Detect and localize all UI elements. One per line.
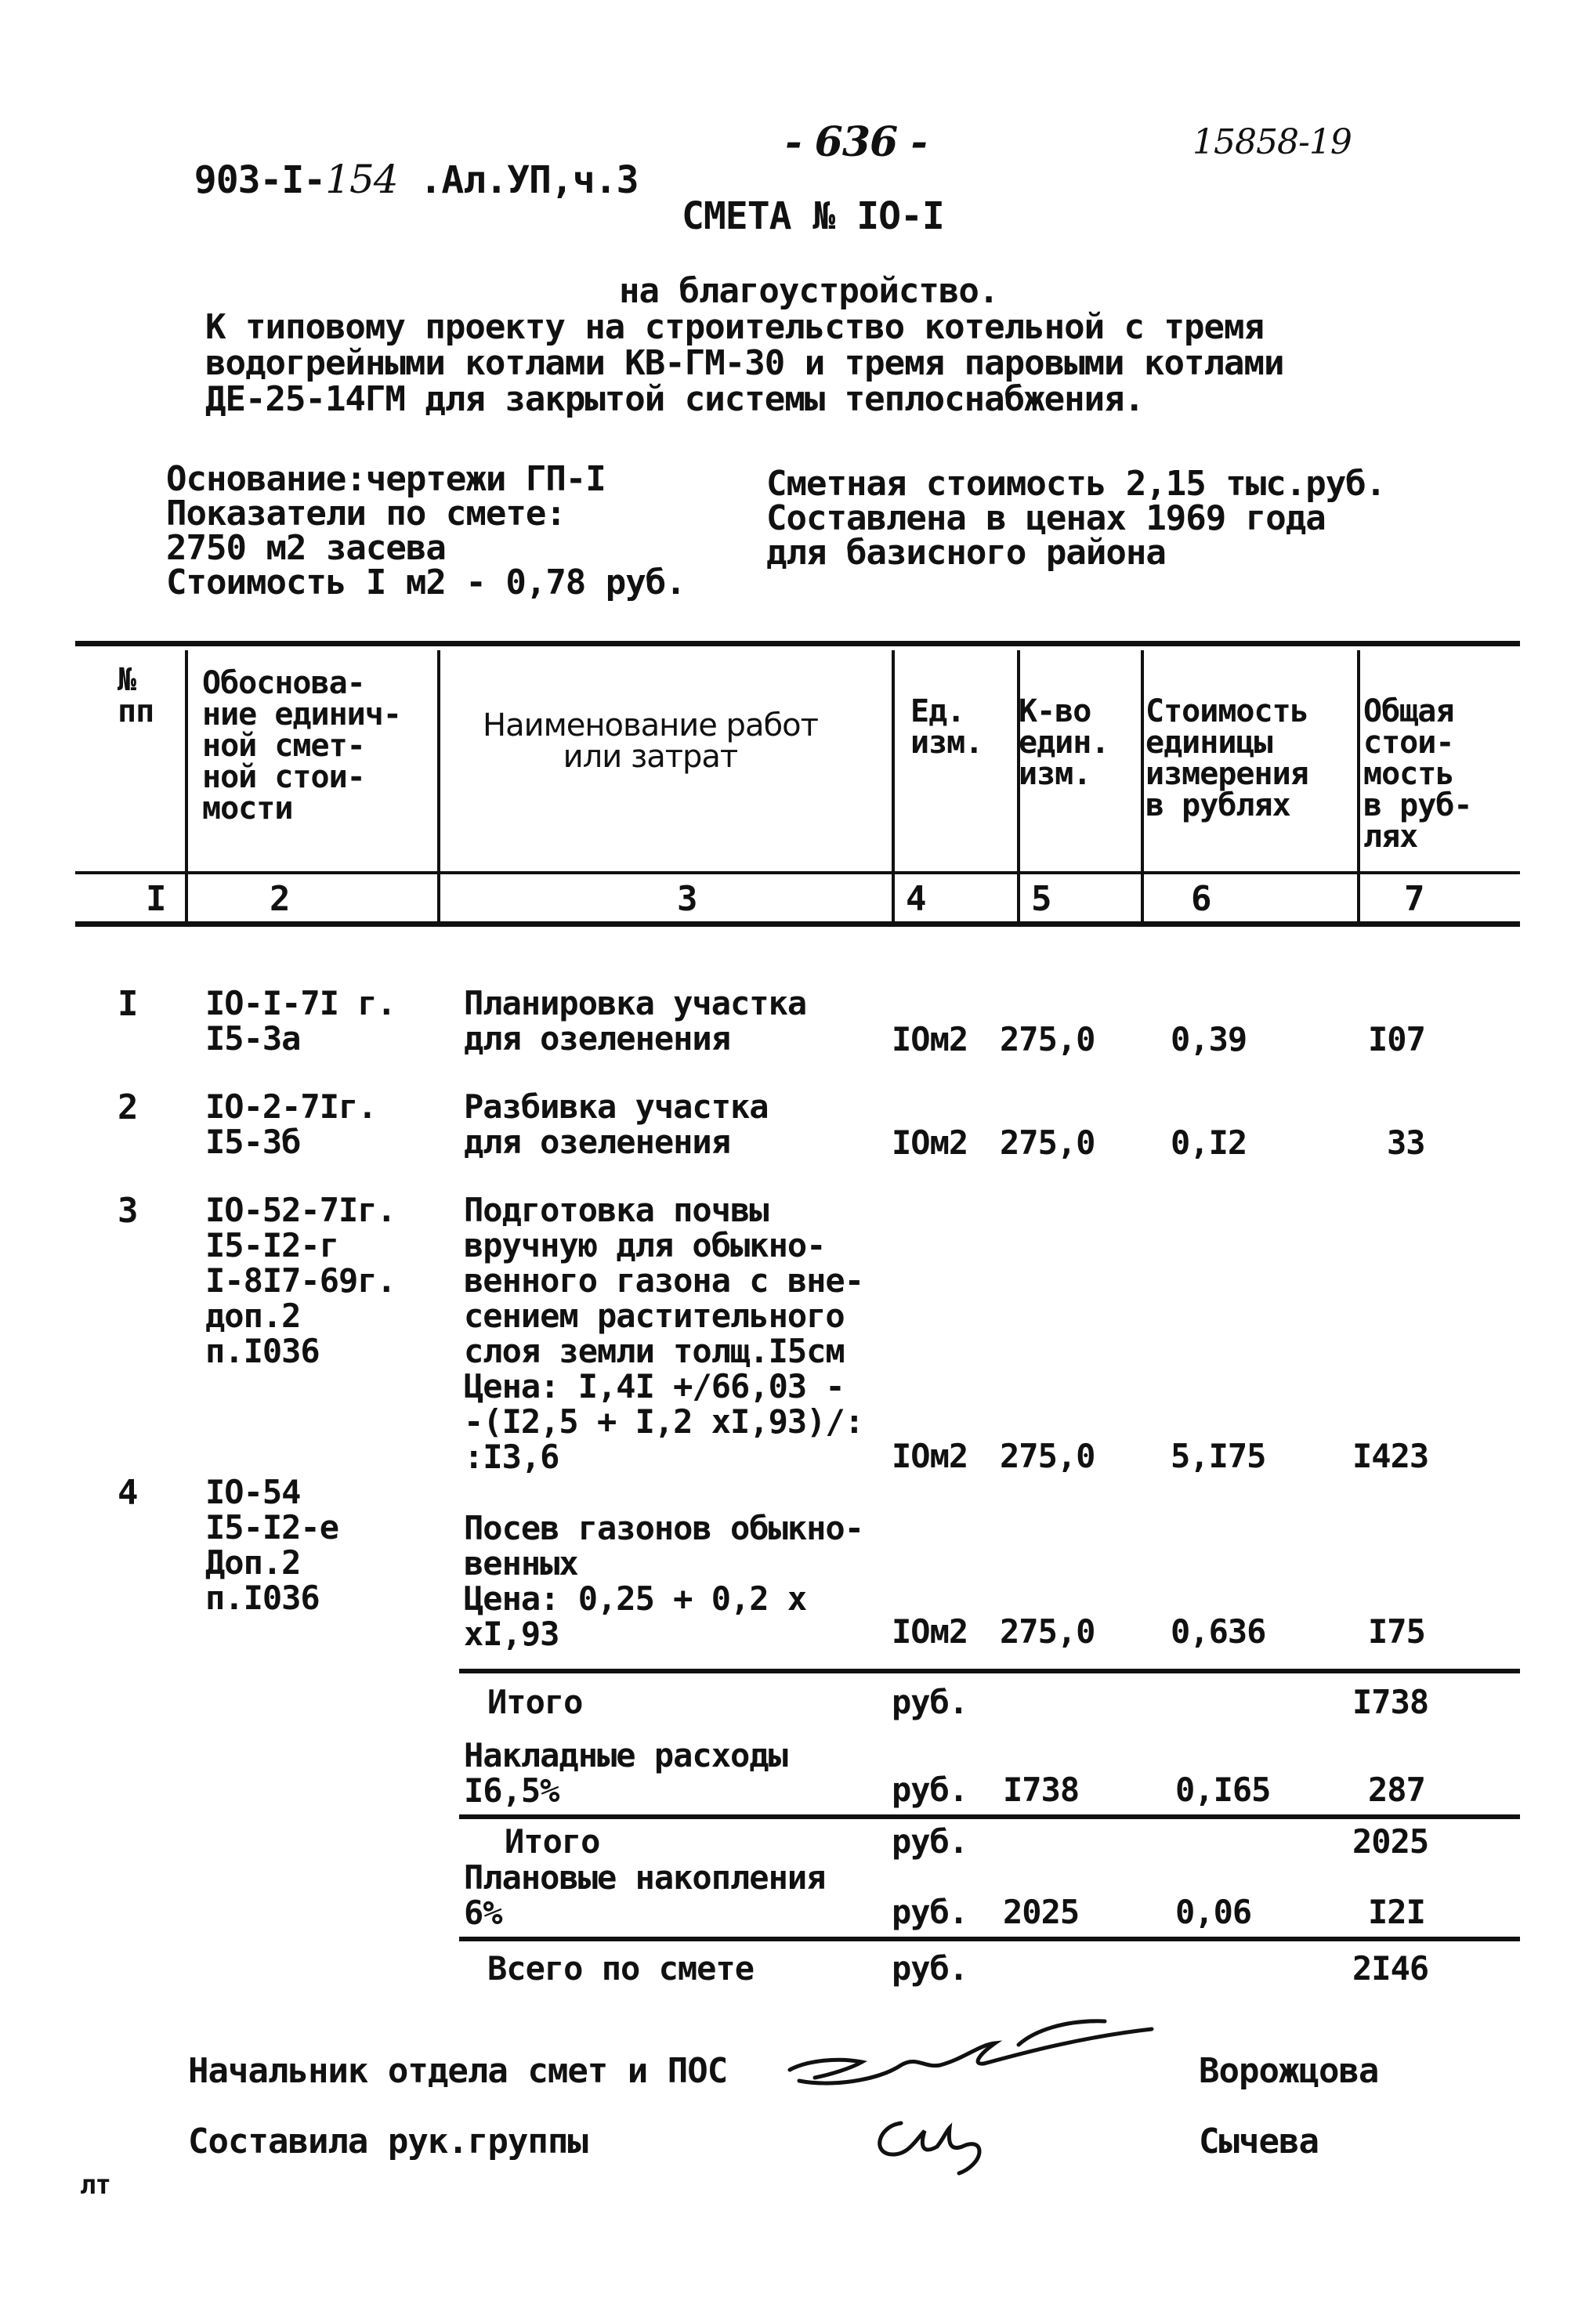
summary-savings-base: 2025 xyxy=(1003,1893,1080,1931)
table-row-2-quantity: 275,0 xyxy=(1000,1123,1095,1162)
summary-overhead-unit: руб. xyxy=(892,1771,968,1809)
document-code-prefix: 903-I- xyxy=(194,158,326,202)
summary-subtotal-1-label: Итого xyxy=(487,1683,583,1721)
info-sowing-area: 2750 м2 засева xyxy=(166,528,446,568)
header-number: № пп xyxy=(118,662,154,729)
column-number-3: 3 xyxy=(677,879,697,919)
info-base-region: для базисного района xyxy=(766,533,1166,573)
column-number-2: 2 xyxy=(270,879,290,919)
column-divider-2 xyxy=(437,650,440,924)
table-row-3-number: 3 xyxy=(118,1191,138,1231)
signature-1-role: Начальник отдела смет и ПОС xyxy=(188,2051,728,2091)
summary-overhead-total: 287 xyxy=(1368,1771,1425,1809)
summary-grand-total-value: 2I46 xyxy=(1352,1949,1429,1988)
table-top-rule xyxy=(75,641,1520,646)
table-row-2-basis: IO-2-7Iг. I5-3б xyxy=(205,1087,377,1161)
table-row-4-number: 4 xyxy=(118,1473,138,1513)
summary-subtotal-2-total: 2025 xyxy=(1352,1822,1429,1861)
signature-1-handwriting xyxy=(784,2013,1160,2100)
info-estimated-cost: Сметная стоимость 2,15 тыс.руб. xyxy=(766,464,1386,504)
column-divider-6 xyxy=(1357,650,1360,924)
estimate-subject: на благоустройство. xyxy=(619,271,999,311)
summary-savings-label: Плановые накопления 6% xyxy=(464,1858,826,1932)
document-number: 15858-19 xyxy=(1192,122,1352,162)
table-row-2-total: 33 xyxy=(1387,1123,1425,1162)
estimate-description-line-1: К типовому проекту на строительство котельной с тремя xyxy=(205,307,1264,347)
estimate-description-line-2: водогрейными котлами КВ-ГМ-30 и тремя паровыми котлами xyxy=(205,343,1284,383)
table-row-1-quantity: 275,0 xyxy=(1000,1020,1095,1058)
info-price-base: Составлена в ценах 1969 года xyxy=(766,498,1326,538)
table-row-3-quantity: 275,0 xyxy=(1000,1437,1095,1475)
summary-subtotal-1-total: I738 xyxy=(1352,1683,1429,1721)
header-total-cost: Общая стои- мость в руб- лях xyxy=(1363,693,1472,855)
table-row-1-unit-cost: 0,39 xyxy=(1171,1020,1247,1058)
column-divider-1 xyxy=(185,650,188,924)
table-row-2-number: 2 xyxy=(118,1087,138,1127)
table-row-3-total: I423 xyxy=(1352,1437,1429,1475)
column-number-6: 6 xyxy=(1191,879,1211,919)
signature-1-name: Ворожцова xyxy=(1199,2051,1379,2091)
summary-savings-rate: 0,06 xyxy=(1175,1893,1252,1931)
table-row-2-unit: IOм2 xyxy=(892,1123,968,1162)
table-row-3-name: Подготовка почвы вручную для обыкно- венного газона с вне- сением растительного слоя земли толщ.I5см Цена: I,4I +/66,03 - -(I2,5 + I,2 xI,93)/: :I3,6 xyxy=(464,1191,864,1476)
column-number-5: 5 xyxy=(1031,879,1051,919)
document-code-handwritten: 154 xyxy=(325,157,398,202)
info-cost-per-m2: Стоимость I м2 - 0,78 руб. xyxy=(166,563,686,602)
estimate-description-line-3: ДЕ-25-14ГМ для закрытой системы теплоснабжения. xyxy=(205,379,1145,419)
signature-2-handwriting xyxy=(862,2107,1003,2178)
table-row-4-unit: IOм2 xyxy=(892,1612,968,1651)
summary-grand-total-label: Всего по смете xyxy=(487,1949,755,1988)
page-number: - 636 - xyxy=(785,118,927,166)
header-unit-cost: Стоимость единицы измерения в рублях xyxy=(1145,693,1308,823)
summary-rule-1 xyxy=(459,1669,1520,1673)
summary-rule-2 xyxy=(459,1814,1520,1819)
column-number-4: 4 xyxy=(906,879,926,919)
table-row-4-quantity: 275,0 xyxy=(1000,1612,1095,1651)
column-divider-3 xyxy=(892,650,895,924)
summary-rule-3 xyxy=(459,1937,1520,1941)
header-unit: Ед. изм. xyxy=(910,693,983,761)
summary-overhead-label: Накладные расходы I6,5% xyxy=(464,1736,787,1810)
summary-overhead-rate: 0,I65 xyxy=(1175,1771,1271,1809)
summary-savings-unit: руб. xyxy=(892,1893,968,1931)
table-row-1-number: I xyxy=(118,984,138,1024)
summary-subtotal-2-label: Итого xyxy=(505,1822,600,1861)
column-divider-5 xyxy=(1141,650,1144,924)
header-work-name: Наименование работ или затрат xyxy=(483,707,818,775)
info-basis: Основание:чертежи ГП-I xyxy=(166,459,606,499)
table-row-4-name: Посев газонов обыкно- венных Цена: 0,25 + 0,2 x xI,93 xyxy=(464,1509,864,1653)
header-basis: Обоснова- ние единич- ной смет- ной стои- мости xyxy=(202,665,401,827)
signature-2-name: Сычева xyxy=(1199,2122,1319,2161)
summary-savings-total: I2I xyxy=(1368,1893,1425,1931)
table-row-3-basis: IO-52-7Iг. I5-I2-г I-8I7-69г. доп.2 п.I036 xyxy=(205,1191,396,1370)
table-row-4-unit-cost: 0,636 xyxy=(1171,1612,1266,1651)
table-row-3-unit: IOм2 xyxy=(892,1437,968,1475)
footer-mark: лт xyxy=(80,2169,110,2201)
column-number-1: I xyxy=(146,879,166,919)
column-number-7: 7 xyxy=(1404,879,1424,919)
document-code xyxy=(150,122,639,202)
summary-subtotal-1-unit: руб. xyxy=(892,1683,968,1721)
table-row-4-total: I75 xyxy=(1368,1612,1425,1651)
summary-grand-total-unit: руб. xyxy=(892,1949,968,1988)
summary-subtotal-2-unit: руб. xyxy=(892,1822,968,1861)
table-row-4-basis: IO-54 I5-I2-е Доп.2 п.I036 xyxy=(205,1473,339,1617)
table-row-1-total: I07 xyxy=(1368,1020,1425,1058)
signature-2-role: Составила рук.группы xyxy=(188,2122,588,2161)
header-quantity: К-во един. изм. xyxy=(1019,693,1109,792)
table-header-bottom-rule xyxy=(75,921,1520,927)
table-row-1-name: Планировка участка для озеленения xyxy=(464,984,807,1058)
table-row-2-unit-cost: 0,I2 xyxy=(1171,1123,1247,1162)
estimate-heading: СМЕТА № IO-I xyxy=(682,194,944,238)
table-row-1-basis: IO-I-7I г. I5-3а xyxy=(205,984,396,1058)
table-row-3-unit-cost: 5,I75 xyxy=(1171,1437,1266,1475)
document-code-suffix: .Ал.УП,ч.3 xyxy=(397,158,639,202)
table-row-1-unit: IOм2 xyxy=(892,1020,968,1058)
table-row-2-name: Разбивка участка для озеленения xyxy=(464,1087,769,1161)
summary-overhead-base: I738 xyxy=(1003,1771,1080,1809)
info-indicators-label: Показатели по смете: xyxy=(166,494,566,534)
table-number-rule xyxy=(75,871,1520,874)
